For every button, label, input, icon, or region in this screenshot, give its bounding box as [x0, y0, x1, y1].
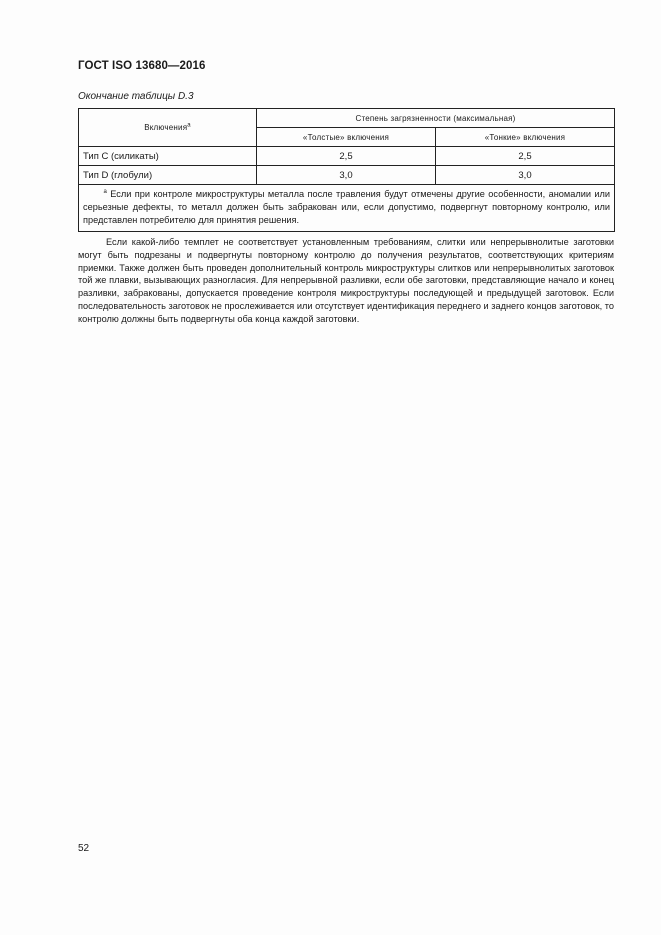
contamination-group-header: Степень загрязненности (максимальная) [257, 109, 615, 128]
inclusions-column-header [79, 109, 257, 147]
inclusions-table [78, 108, 615, 232]
row-label: Тип С (силикаты) [79, 147, 257, 166]
table-caption: Окончание таблицы D.3 [78, 91, 194, 102]
row-label: Тип D (глобули) [79, 166, 257, 185]
thick-inclusions-header: «Толстые» включения [257, 128, 436, 147]
thin-value: 2,5 [436, 147, 615, 166]
thin-inclusions-header: «Тонкие» включения [436, 128, 615, 147]
body-paragraph: Если какой-либо темплет не соответствует установленным требованиям, слитки или непрерывнолитые заготовки могут быть подрезаны и подвергнуты повторному контролю до получения результатов, соответствующих критериям приемки. Также должен быть проведен дополнительный контроль микроструктуры слитков или непрерывнолитых заготовок той же плавки, вызывающих разногласия. Для непрерывной разливки, если обе заготовки, представляющие начало и конец разливки, забракованы, допускается проведение контроля микроструктуры последующей и предыдущей заготовок. Если последовательность заготовок не прослеживается или отсутствует идентификация переднего и заднего концов заготовок, то контролю должны быть подвергнуты оба конца каждой заготовки. [78, 237, 614, 324]
page-number: 52 [78, 843, 90, 854]
footnote-row [79, 185, 615, 232]
inclusions-header-text: Включения [144, 123, 188, 132]
inclusions-footnote-mark: a [187, 122, 191, 129]
thin-value: 3,0 [436, 166, 615, 185]
document-header: ГОСТ ISO 13680—2016 [78, 60, 206, 72]
footnote-text: Если при контроле микроструктуры металла после травления будут отмечены другие особенности, аномалии или серьезные дефекты, то металл должен быть забракован или, если допустимо, подвергнут повторному контролю, или представлен потребителю для принятия решения. [83, 189, 611, 225]
table-row [79, 147, 615, 166]
footnote-mark: a [103, 188, 107, 195]
thick-value: 2,5 [257, 147, 436, 166]
thick-value: 3,0 [257, 166, 436, 185]
table-row [79, 166, 615, 185]
table-footnote [79, 185, 615, 232]
